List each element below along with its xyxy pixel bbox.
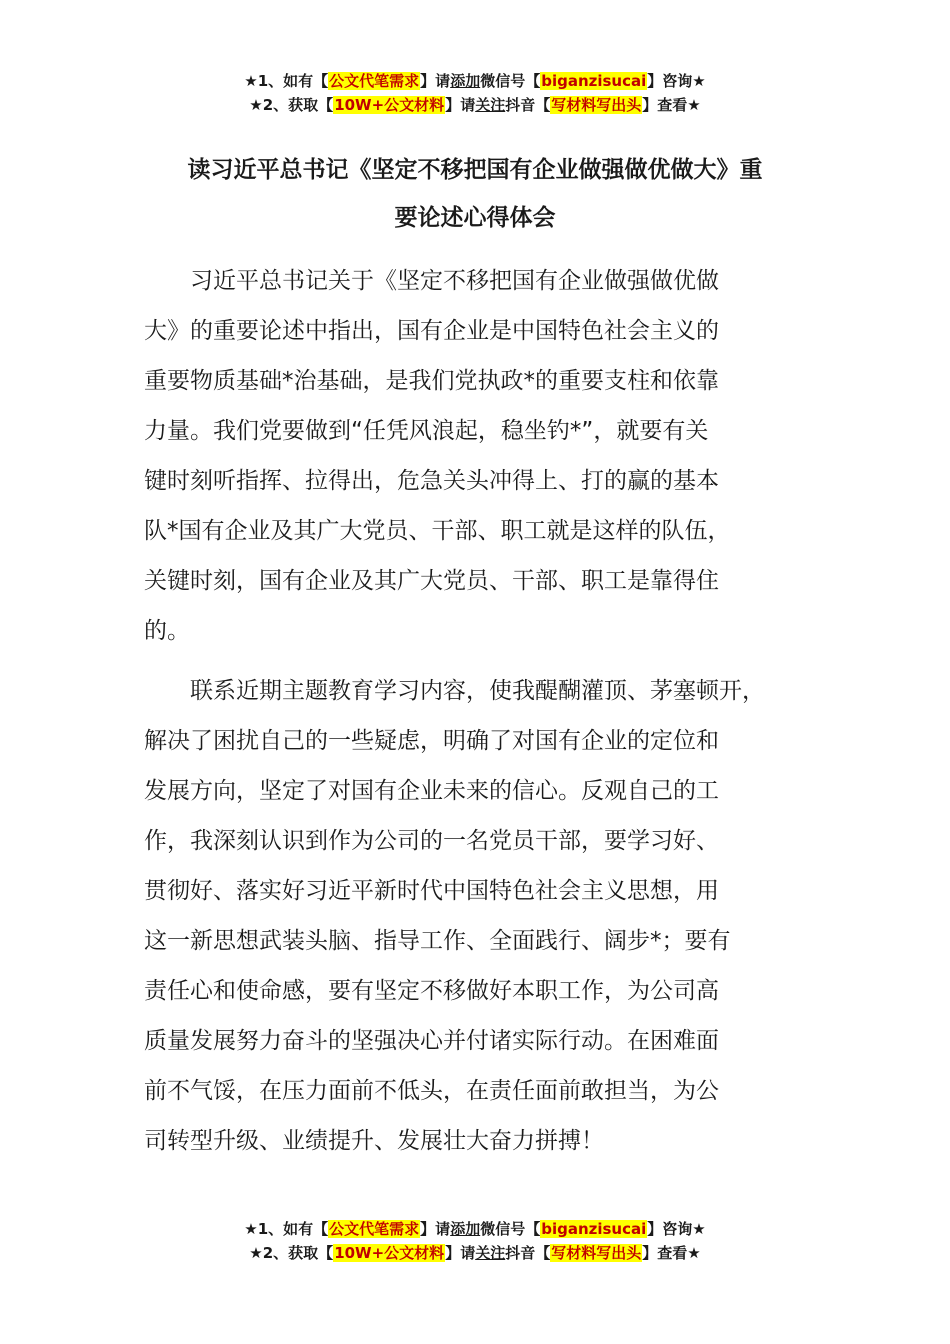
header-banner xyxy=(0,69,950,117)
banner-highlight: biganzisucai xyxy=(541,72,647,90)
banner-line-1 xyxy=(0,1217,950,1241)
banner-text: 抖音【 xyxy=(505,1244,551,1262)
paragraph-line: 队*国有企业及其广大党员、干部、职工就是这样的队伍， xyxy=(144,518,731,544)
banner-highlight: 公文代笔需求 xyxy=(329,1220,420,1238)
banner-text: ★1、如有【 xyxy=(244,1220,329,1238)
banner-highlight: 10W+公文材料 xyxy=(334,1244,445,1262)
title-line-1: 读习近平总书记《坚定不移把国有企业做强做优做大》重 xyxy=(187,157,763,183)
banner-text: 微信号【 xyxy=(480,1220,541,1238)
paragraph-line: 司转型升级、业绩提升、发展壮大奋力拼搏！ xyxy=(144,1128,604,1154)
banner-underline: 添加 xyxy=(450,1220,481,1238)
banner-text: 】咨询★ xyxy=(647,1220,706,1238)
paragraph-line: 前不气馁，在压力面前不低头，在责任面前敢担当，为公 xyxy=(144,1078,719,1104)
paragraph-line: 作，我深刻认识到作为公司的一名党员干部，要学习好、 xyxy=(144,828,719,854)
footer-banner xyxy=(0,1217,950,1265)
banner-text: ★2、获取【 xyxy=(249,1244,334,1262)
paragraph-line: 关键时刻，国有企业及其广大党员、干部、职工是靠得住 xyxy=(144,568,719,594)
paragraph-line: 贯彻好、落实好习近平新时代中国特色社会主义思想，用 xyxy=(144,878,719,904)
paragraph-line: 习近平总书记关于《坚定不移把国有企业做强做优做 xyxy=(144,268,719,294)
banner-underline: 关注 xyxy=(475,1244,506,1262)
banner-text: 抖音【 xyxy=(505,96,551,114)
banner-underline: 关注 xyxy=(475,96,506,114)
banner-text: ★2、获取【 xyxy=(249,96,334,114)
banner-line-2 xyxy=(0,1241,950,1265)
body-paragraph-1 xyxy=(144,256,824,656)
body-paragraph-2 xyxy=(144,666,824,1166)
banner-text: 】请 xyxy=(445,1244,476,1262)
banner-highlight: 写材料写出头 xyxy=(551,96,642,114)
paragraph-line: 键时刻听指挥、拉得出，危急关头冲得上、打的赢的基本 xyxy=(144,468,719,494)
paragraph-line: 发展方向，坚定了对国有企业未来的信心。反观自己的工 xyxy=(144,778,719,804)
paragraph-line: 联系近期主题教育学习内容，使我醍醐灌顶、茅塞顿开， xyxy=(144,678,765,704)
paragraph-line: 这一新思想武装头脑、指导工作、全面践行、阔步*；要有 xyxy=(144,928,731,954)
banner-highlight: 写材料写出头 xyxy=(551,1244,642,1262)
banner-text: ★1、如有【 xyxy=(244,72,329,90)
document-title xyxy=(0,146,950,242)
banner-underline: 添加 xyxy=(450,72,481,90)
banner-text: 】查看★ xyxy=(642,96,701,114)
banner-text: 】请 xyxy=(445,96,476,114)
banner-highlight: 10W+公文材料 xyxy=(334,96,445,114)
banner-highlight: 公文代笔需求 xyxy=(329,72,420,90)
banner-text: 】请 xyxy=(420,1220,451,1238)
paragraph-line: 重要物质基础*治基础，是我们党执政*的重要支柱和依靠 xyxy=(144,368,719,394)
title-line-2: 要论述心得体会 xyxy=(394,205,556,231)
paragraph-line: 的。 xyxy=(144,618,190,644)
paragraph-line: 大》的重要论述中指出，国有企业是中国特色社会主义的 xyxy=(144,318,719,344)
paragraph-line: 质量发展努力奋斗的坚强决心并付诸实际行动。在困难面 xyxy=(144,1028,719,1054)
banner-text: 】查看★ xyxy=(642,1244,701,1262)
banner-text: 微信号【 xyxy=(480,72,541,90)
banner-highlight: biganzisucai xyxy=(541,1220,647,1238)
banner-line-2 xyxy=(0,93,950,117)
banner-line-1 xyxy=(0,69,950,93)
paragraph-line: 力量。我们党要做到“任凭风浪起，稳坐钓*”，就要有关 xyxy=(144,418,709,444)
paragraph-line: 解决了困扰自己的一些疑虑，明确了对国有企业的定位和 xyxy=(144,728,719,754)
banner-text: 】请 xyxy=(420,72,451,90)
paragraph-line: 责任心和使命感，要有坚定不移做好本职工作，为公司高 xyxy=(144,978,719,1004)
banner-text: 】咨询★ xyxy=(647,72,706,90)
